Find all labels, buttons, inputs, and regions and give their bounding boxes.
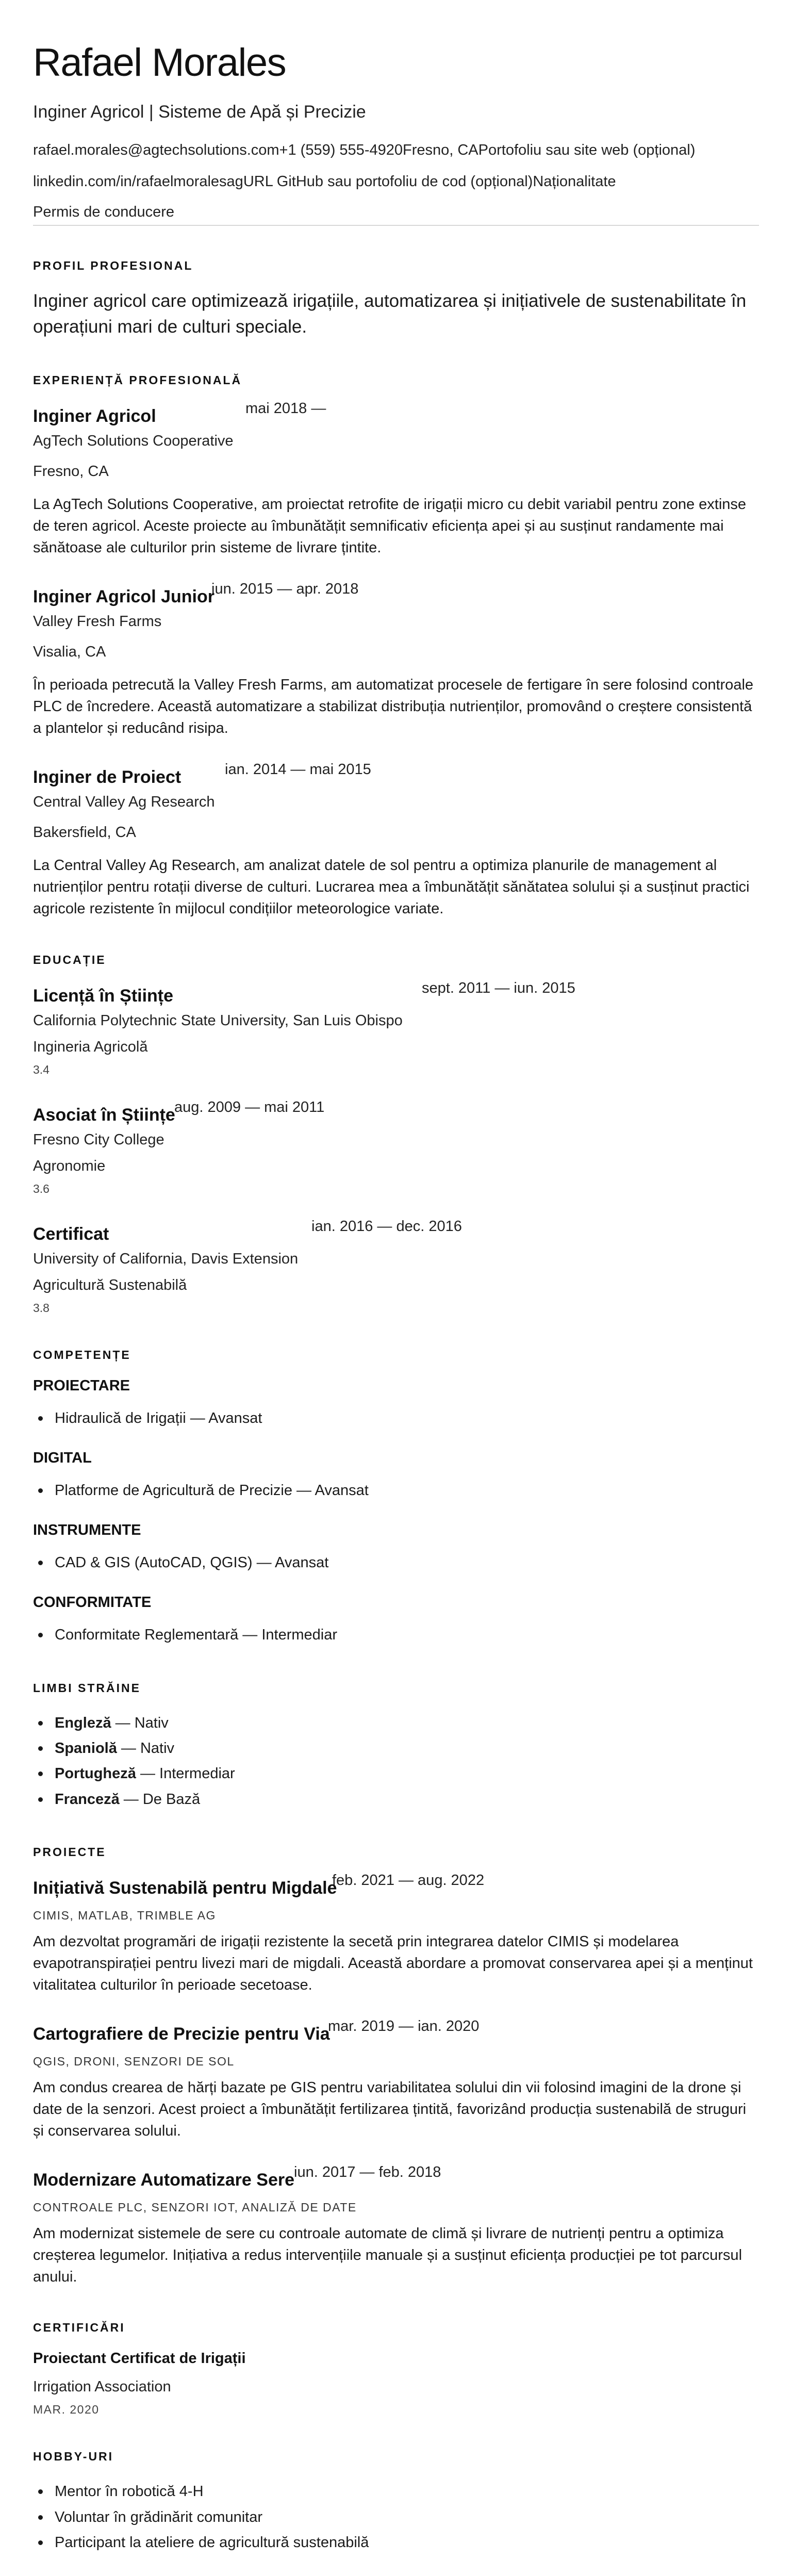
skill-category: PROIECTARE — [33, 1377, 130, 1394]
skill-category: CONFORMITATE — [33, 1594, 152, 1611]
project-entry — [33, 1872, 759, 1996]
gpa-value: 3.6 — [33, 1182, 50, 1195]
language-level: — De Bază — [119, 1791, 201, 1808]
education-dates: sept. 2011 — iun. 2015 — [422, 979, 575, 996]
skill-category: DIGITAL — [33, 1449, 92, 1466]
skill-item: Conformitate Reglementară — Intermediar — [33, 1622, 759, 1648]
education-dates: aug. 2009 — mai 2011 — [174, 1098, 325, 1115]
degree-title: Asociat în Științe — [33, 1105, 175, 1125]
job-location: Bakersfield, CA — [33, 824, 136, 841]
contact-line-1: rafael.morales@agtechsolutions.com+1 (559) 555-4920Fresno, CAPortofoliu sau site web (opțional) — [33, 141, 696, 158]
experience-section — [33, 373, 759, 920]
skills-section — [33, 1348, 759, 1648]
project-tags: QGIS, DRONI, SENZORI DE SOL — [33, 2055, 235, 2069]
project-description: Am dezvoltat programări de irigații rezistente la secetă prin integrarea datelor CIMIS și modelarea evapotranspirației pentru livezi mari de migdali. Această abordare a promovat conservarea apei și a menținut vitalitatea culturilor în perioade secetoase. — [33, 1933, 753, 1993]
job-dates: ian. 2014 — mai 2015 — [225, 761, 371, 778]
experience-entry — [33, 400, 759, 559]
project-tags: CONTROALE PLC, SENZORI IOT, ANALIZĂ DE DATE — [33, 2201, 357, 2214]
language-name: Spaniolă — [55, 1740, 117, 1757]
certification-issuer: Irrigation Association — [33, 2378, 171, 2395]
job-location: Visalia, CA — [33, 644, 106, 661]
education-entry — [33, 1098, 759, 1196]
project-description: Am modernizat sistemele de sere cu controale automate de climă și livrare de nutrienți pentru a optimiza creșterea legumelor. Inițiativa a redus intervențiile manuale și a susținut eficiența producției pe tot parcursul anului. — [33, 2225, 742, 2286]
section-title: CERTIFICĂRI — [33, 2321, 125, 2335]
experience-entry — [33, 761, 759, 920]
job-title: Inginer de Proiect — [33, 767, 182, 787]
project-name: Cartografiere de Precizie pentru Via — [33, 2024, 330, 2044]
job-company: Central Valley Ag Research — [33, 794, 215, 811]
project-entry — [33, 2018, 759, 2142]
skill-item: Platforme de Agricultură de Precizie — Avansat — [33, 1478, 759, 1503]
project-dates: mar. 2019 — ian. 2020 — [328, 2018, 480, 2035]
experience-entry — [33, 583, 759, 739]
education-entry — [33, 979, 759, 1077]
language-level: — Nativ — [117, 1740, 175, 1757]
field-of-study: Agronomie — [33, 1157, 106, 1174]
language-name: Portugheză — [55, 1765, 136, 1782]
language-name: Franceză — [55, 1791, 120, 1808]
hobby-item: Participant la ateliere de agricultură sustenabilă — [33, 2530, 759, 2555]
project-name: Modernizare Automatizare Sere — [33, 2170, 294, 2190]
job-dates: mai 2018 — — [245, 400, 326, 417]
education-section — [33, 953, 759, 1315]
school-name: University of California, Davis Extension — [33, 1250, 299, 1267]
project-dates: feb. 2021 — aug. 2022 — [332, 1872, 485, 1889]
section-title: HOBBY-URI — [33, 2450, 114, 2464]
language-name: Engleză — [55, 1714, 111, 1731]
job-title: Inginer Agricol Junior — [33, 587, 214, 607]
education-entry — [33, 1218, 759, 1315]
hobby-item: Voluntar în grădinărit comunitar — [33, 2505, 759, 2530]
skill-item: Hidraulică de Irigații — Avansat — [33, 1406, 759, 1431]
job-description: La Central Valley Ag Research, am analizat datele de sol pentru a optimiza planurile de management al nutrienților pentru rotații diverse de culturi. Lucrarea mea a îmbunătățit sănătatea solului și a susținut practici agricole rezistente în mijlocul condițiilor meteorologice variate. — [33, 857, 750, 917]
language-item — [33, 1787, 759, 1812]
header-divider — [33, 225, 759, 226]
project-entry — [33, 2164, 759, 2288]
profile-section — [33, 259, 759, 341]
hobbies-section — [33, 2450, 759, 2555]
contact-line-3: Permis de conducere — [33, 203, 175, 220]
job-title: Inginer Agricol — [33, 406, 156, 426]
section-title: EXPERIENȚĂ PROFESIONALĂ — [33, 373, 242, 387]
hobby-item: Mentor în robotică 4-H — [33, 2479, 759, 2504]
section-title: LIMBI STRĂINE — [33, 1681, 141, 1695]
candidate-tagline: Inginer Agricol | Sisteme de Apă și Precizie — [33, 102, 366, 122]
language-level: — Nativ — [111, 1714, 169, 1731]
certification-date: MAR. 2020 — [33, 2403, 100, 2417]
job-company: AgTech Solutions Cooperative — [33, 433, 234, 450]
candidate-name: Rafael Morales — [33, 41, 286, 85]
section-title: PROIECTE — [33, 1845, 106, 1859]
job-dates: iun. 2015 — apr. 2018 — [211, 581, 359, 598]
job-company: Valley Fresh Farms — [33, 613, 162, 630]
resume-header — [33, 41, 759, 226]
project-name: Inițiativă Sustenabilă pentru Migdale — [33, 1878, 337, 1898]
certifications-section — [33, 2321, 759, 2417]
education-dates: ian. 2016 — dec. 2016 — [311, 1218, 462, 1235]
job-description: La AgTech Solutions Cooperative, am proiectat retrofite de irigații micro cu debit variabil pentru zone extinse de teren agricol. Aceste proiecte au îmbunătățit semnificativ eficiența apei și au susținut randamente mai sănătoase ale culturilor prin sisteme de livrare țintite. — [33, 496, 747, 556]
degree-title: Certificat — [33, 1224, 109, 1244]
school-name: Fresno City College — [33, 1131, 164, 1148]
skill-category: INSTRUMENTE — [33, 1522, 141, 1539]
contact-line-2: linkedin.com/in/rafaelmoralesagURL GitHub sau portofoliu de cod (opțional)Naționalitate — [33, 173, 616, 190]
section-title: EDUCAȚIE — [33, 953, 106, 966]
certification-name: Proiectant Certificat de Irigații — [33, 2350, 246, 2367]
project-description: Am condus crearea de hărți bazate pe GIS pentru variabilitatea solului din vii folosind imagini de la drone și date de la senzori. Acest proiect a îmbunătățit fertilizarea țintită, favorizând producția sustenabilă de struguri și conservarea solului. — [33, 2079, 747, 2140]
section-title: COMPETENȚE — [33, 1348, 131, 1361]
profile-summary: Inginer agricol care optimizează irigațiile, automatizarea și inițiativele de sustenabilitate în operațiuni mari de culturi speciale. — [33, 290, 747, 337]
project-dates: iun. 2017 — feb. 2018 — [294, 2164, 441, 2181]
degree-title: Licență în Științe — [33, 986, 174, 1006]
section-title: PROFIL PROFESIONAL — [33, 258, 193, 272]
language-item — [33, 1736, 759, 1761]
field-of-study: Agricultură Sustenabilă — [33, 1276, 187, 1293]
skill-item: CAD & GIS (AutoCAD, QGIS) — Avansat — [33, 1550, 759, 1576]
project-tags: CIMIS, MATLAB, TRIMBLE AG — [33, 1908, 216, 1922]
gpa-value: 3.4 — [33, 1062, 50, 1076]
gpa-value: 3.8 — [33, 1301, 50, 1315]
school-name: California Polytechnic State University, San Luis Obispo — [33, 1012, 403, 1029]
job-description: În perioada petrecută la Valley Fresh Farms, am automatizat procesele de fertigare în sere folosind controale PLC de încredere. Această automatizare a stabilizat distribuția nutrienților, promovând o creștere consistentă a plantelor și reducând risipa. — [33, 677, 754, 737]
projects-section — [33, 1845, 759, 2288]
language-level: — Intermediar — [136, 1765, 235, 1782]
languages-section — [33, 1681, 759, 1812]
language-item — [33, 1711, 759, 1736]
field-of-study: Ingineria Agricolă — [33, 1038, 148, 1055]
job-location: Fresno, CA — [33, 463, 109, 480]
language-item — [33, 1761, 759, 1786]
